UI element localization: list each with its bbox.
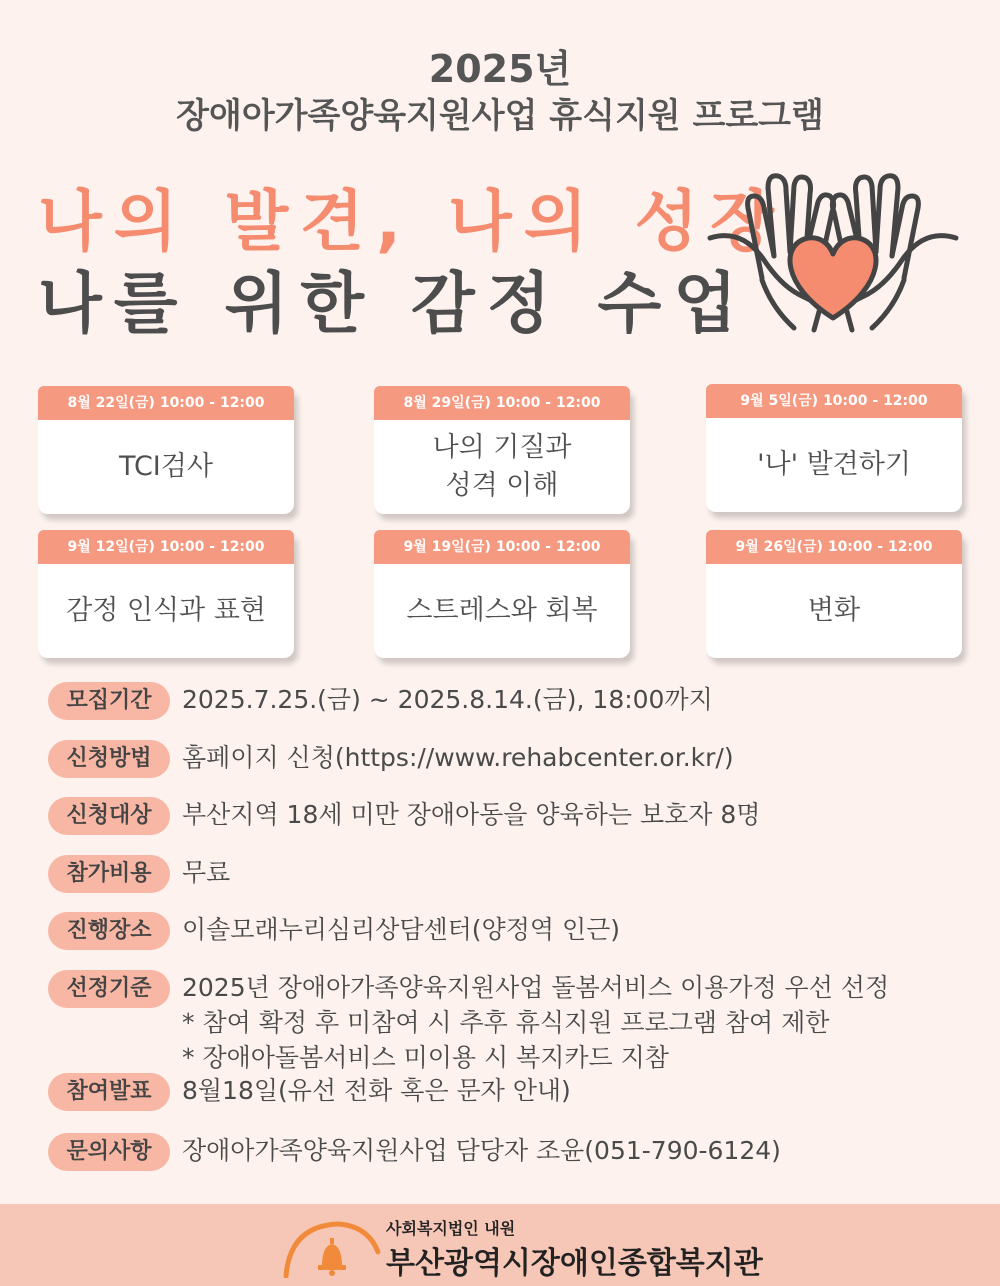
- info-row-target: [48, 797, 760, 835]
- info-label: 신청대상: [48, 797, 170, 835]
- session-date: 9월 26일(금) 10:00 - 12:00: [706, 530, 962, 564]
- info-value: 홈페이지 신청(https://www.rehabcenter.or.kr/): [182, 743, 734, 772]
- session-card: [374, 386, 630, 514]
- session-topic: TCI검사: [119, 451, 213, 482]
- session-topic: 나의 기질과 성격 이해: [432, 432, 572, 501]
- info-label: 진행장소: [48, 912, 170, 950]
- info-label: 신청방법: [48, 740, 170, 778]
- info-value: 무료: [182, 858, 231, 887]
- bell-logo-icon: [282, 1218, 382, 1278]
- session-date: 8월 22일(금) 10:00 - 12:00: [38, 386, 294, 420]
- session-date: 9월 5일(금) 10:00 - 12:00: [706, 384, 962, 418]
- year-title: 2025년: [428, 47, 572, 91]
- session-date: 9월 19일(금) 10:00 - 12:00: [374, 530, 630, 564]
- info-label: 문의사항: [48, 1133, 170, 1171]
- headline-line2: 나를 위한 감정 수업: [38, 265, 749, 342]
- footer-org-small: 사회복지법인 내원: [386, 1219, 516, 1238]
- session-card: [374, 530, 630, 658]
- session-topic: 스트레스와 회복: [406, 595, 598, 626]
- info-row-inquiry: [48, 1133, 781, 1171]
- session-topic: 변화: [807, 595, 861, 626]
- headline-line1: 나의 발견, 나의 성장: [38, 183, 787, 260]
- session-card: [38, 386, 294, 514]
- session-date: 9월 12일(금) 10:00 - 12:00: [38, 530, 294, 564]
- footer: [0, 1204, 1000, 1286]
- program-title: 장애아가족양육지원사업 휴식지원 프로그램: [176, 96, 824, 136]
- info-value: 2025년 장애아가족양육지원사업 돌봄서비스 이용가정 우선 선정 * 참여 확정 후 미참여 시 추후 휴식지원 프로그램 참여 제한 * 장애아돌봄서비스 미이용 시 복지카드 지참: [182, 973, 890, 1072]
- info-row-recruitment-period: [48, 682, 713, 720]
- hands-heart-icon: [702, 168, 964, 338]
- info-value: 2025.7.25.(금) ~ 2025.8.14.(금), 18:00까지: [182, 685, 713, 714]
- info-label: 참여발표: [48, 1073, 170, 1111]
- info-row-application-method: [48, 740, 734, 778]
- session-card: [706, 384, 962, 512]
- session-card: [706, 530, 962, 658]
- info-label: 모집기간: [48, 682, 170, 720]
- info-label: 참가비용: [48, 855, 170, 893]
- info-value: 이솔모래누리심리상담센터(양정역 인근): [182, 915, 621, 944]
- info-value: 부산지역 18세 미만 장애아동을 양육하는 보호자 8명: [182, 800, 761, 829]
- info-label: 선정기준: [48, 970, 170, 1008]
- info-row-selection-criteria: [48, 970, 889, 1075]
- footer-org-name: 부산광역시장애인종합복지관: [386, 1246, 763, 1281]
- info-value: 8월18일(유선 전화 혹은 문자 안내): [182, 1076, 571, 1105]
- session-topic: 감정 인식과 표현: [66, 595, 266, 626]
- session-topic: '나' 발견하기: [757, 449, 911, 480]
- session-date: 8월 29일(금) 10:00 - 12:00: [374, 386, 630, 420]
- info-row-announcement: [48, 1073, 571, 1111]
- info-value: 장애아가족양육지원사업 담당자 조윤(051-790-6124): [182, 1136, 781, 1165]
- session-card: [38, 530, 294, 658]
- info-row-fee: [48, 855, 230, 893]
- info-row-location: [48, 912, 620, 950]
